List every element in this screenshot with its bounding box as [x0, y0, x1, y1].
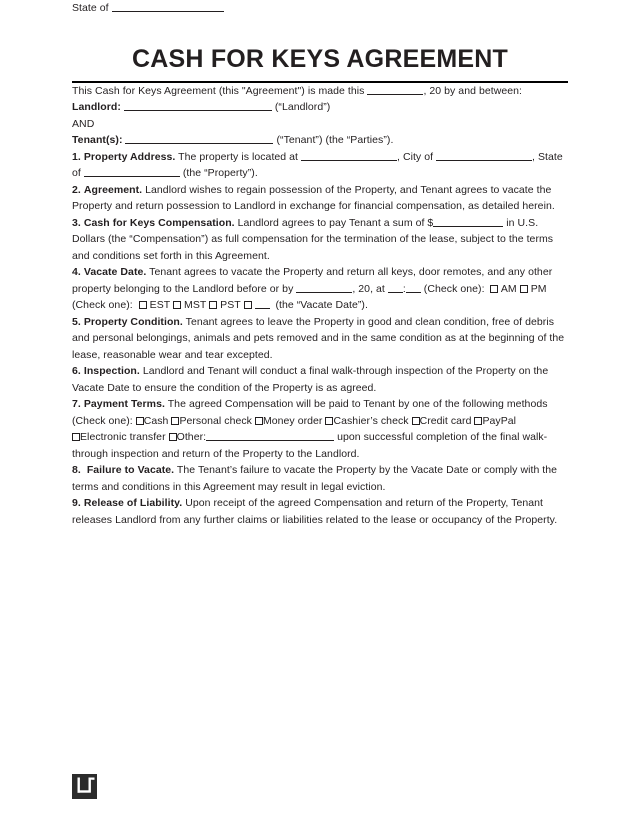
label-mst: MST: [184, 299, 207, 311]
vacate-hour-blank[interactable]: [388, 282, 403, 293]
section-2-number: 2.: [72, 183, 81, 196]
state-blank[interactable]: [112, 1, 224, 12]
section-8-number: 8.: [72, 464, 81, 476]
label-money-order: Money order: [262, 414, 323, 427]
section-4-text-a: Tenant agrees to vacate the Property and return all keys, door remotes, and any other property belonging to the Landlord before or by: [72, 266, 553, 295]
checkbox-pst[interactable]: [209, 301, 217, 309]
section-6-number: 6.: [72, 365, 81, 377]
section-3-heading: Cash for Keys Compensation.: [83, 216, 235, 229]
label-other-payment: Other:: [176, 431, 207, 443]
section-1-text-a: The property is located at: [175, 150, 301, 163]
other-payment-blank[interactable]: [206, 430, 334, 441]
section-1-heading: Property Address.: [83, 150, 176, 163]
section-7-text-b: upon successful completion of the final walk-through inspection and return of the Property to the Landlord.: [72, 431, 548, 460]
section-9-heading: Release of Liability.: [83, 497, 183, 509]
tenant-line: [72, 132, 568, 149]
section-8-body: The Tenant’s failure to vacate the Property by the Vacate Date or comply with the terms and conditions in this Agreement may result in legal eviction.: [72, 464, 558, 493]
checkbox-timezone-other[interactable]: [244, 301, 252, 309]
section-3-text-b: in U.S. Dollars (the “Compensation”) as full compensation for the termination of the lease, subject to the terms and conditions set forth in this Agreement.: [72, 216, 554, 262]
section-3-compensation: [72, 215, 568, 265]
section-1-text-d: (the “Property”).: [179, 167, 258, 179]
label-est: EST: [149, 299, 171, 311]
and-line: AND: [72, 117, 95, 130]
section-4-text-b: , 20, at: [352, 282, 388, 295]
legal-templates-logo-icon: [72, 774, 97, 799]
checkbox-est[interactable]: [139, 301, 147, 309]
section-7-text-a: The agreed Compensation will be paid to Tenant by one of the following methods (Check one):: [72, 398, 548, 427]
property-address-blank[interactable]: [301, 150, 397, 161]
label-electronic-transfer: Electronic transfer: [80, 431, 166, 443]
section-2-heading: Agreement.: [83, 183, 143, 196]
timezone-other-blank[interactable]: [255, 298, 270, 309]
vacate-time-separator: :: [402, 282, 406, 295]
section-4-check-one-2: (Check one):: [72, 299, 139, 311]
tenant-suffix: (“Tenant”) (the “Parties”).: [276, 134, 394, 146]
label-cash: Cash: [143, 414, 169, 427]
agreement-date-blank[interactable]: [367, 84, 423, 95]
section-5-body: Tenant agrees to leave the Property in good and clean condition, free of debris and personal belongings, animals and pets removed and in the same condition as at the beginning of the lease, reasonable wear and tear excepted.: [72, 315, 565, 361]
section-7-number: 7.: [72, 398, 81, 410]
state-of-line: [72, 0, 568, 17]
section-6-body: Landlord and Tenant will conduct a final walk-through inspection of the Property on the Vacate Date to ensure the condition of the Property is as agreed.: [72, 365, 549, 394]
section-3-text-a: Landlord agrees to pay Tenant a sum of $: [234, 216, 434, 229]
section-5-property-condition: [72, 314, 568, 364]
section-4-heading: Vacate Date.: [83, 266, 147, 278]
landlord-suffix: (“Landlord”): [274, 101, 331, 113]
section-9-release-of-liability: [72, 495, 568, 528]
document-content: [72, 0, 568, 528]
vacate-minute-blank[interactable]: [406, 282, 421, 293]
tenant-name-blank[interactable]: [125, 133, 273, 144]
checkbox-other-payment[interactable]: [169, 433, 177, 441]
checkbox-money-order[interactable]: [255, 417, 263, 425]
section-9-body: Upon receipt of the agreed Compensation and return of the Property, Tenant releases Landlord from any further claims or liabilities related to the lease or occupancy of the Property.: [72, 497, 558, 526]
section-4-vacate-date: [72, 264, 568, 314]
label-paypal: PayPal: [482, 414, 517, 427]
label-am: AM: [500, 282, 517, 295]
intro-text-start: This Cash for Keys Agreement (this "Agreement") is made this: [72, 84, 368, 97]
label-pm: PM: [530, 282, 547, 295]
section-2-agreement: [72, 182, 568, 215]
section-6-inspection: [72, 363, 568, 396]
label-cashiers-check: Cashier’s check: [333, 414, 409, 427]
section-8-heading: Failure to Vacate.: [86, 464, 175, 476]
section-5-number: 5.: [72, 315, 81, 328]
tenant-label: Tenant(s):: [72, 134, 123, 146]
section-4-check-one-1: (Check one):: [420, 282, 491, 295]
vacate-date-blank[interactable]: [296, 282, 352, 293]
checkbox-credit-card[interactable]: [412, 417, 420, 425]
section-8-failure-to-vacate: [72, 462, 568, 495]
state-of-label: State of: [72, 2, 112, 14]
label-credit-card: Credit card: [419, 414, 472, 427]
section-6-heading: Inspection.: [83, 365, 140, 377]
landlord-name-blank[interactable]: [124, 100, 272, 111]
section-9-number: 9.: [72, 497, 81, 509]
compensation-amount-blank[interactable]: [433, 216, 503, 227]
checkbox-electronic-transfer[interactable]: [72, 433, 80, 441]
section-2-body: Landlord wishes to regain possession of the Property, and Tenant agrees to vacate the Property and return possession to Landlord in exchange for financial compensation, as detailed herein.: [72, 183, 555, 212]
section-1-text-b: , City of: [397, 150, 437, 163]
section-4-tail: (the “Vacate Date”).: [269, 299, 368, 311]
checkbox-am[interactable]: [490, 285, 498, 293]
property-state-blank[interactable]: [84, 166, 180, 177]
page-title: CASH FOR KEYS AGREEMENT: [132, 44, 508, 73]
section-1-property-address: [72, 149, 568, 182]
label-personal-check: Personal check: [179, 414, 252, 427]
section-7-heading: Payment Terms.: [83, 398, 165, 410]
property-city-blank[interactable]: [436, 150, 532, 161]
intro-text-end: , 20 by and between:: [423, 84, 522, 97]
intro-paragraph: [72, 83, 568, 100]
label-pst: PST: [220, 299, 241, 311]
checkbox-cash[interactable]: [136, 417, 144, 425]
section-1-text-c: , State of: [72, 150, 563, 179]
section-7-payment-terms: [72, 396, 568, 462]
checkbox-pm[interactable]: [520, 285, 528, 293]
section-4-number: 4.: [72, 266, 81, 278]
section-3-number: 3.: [72, 216, 81, 229]
checkbox-mst[interactable]: [173, 301, 181, 309]
section-5-heading: Property Condition.: [83, 315, 183, 328]
landlord-label: Landlord:: [72, 101, 121, 113]
landlord-line: [72, 99, 568, 116]
section-1-number: 1.: [72, 150, 81, 163]
